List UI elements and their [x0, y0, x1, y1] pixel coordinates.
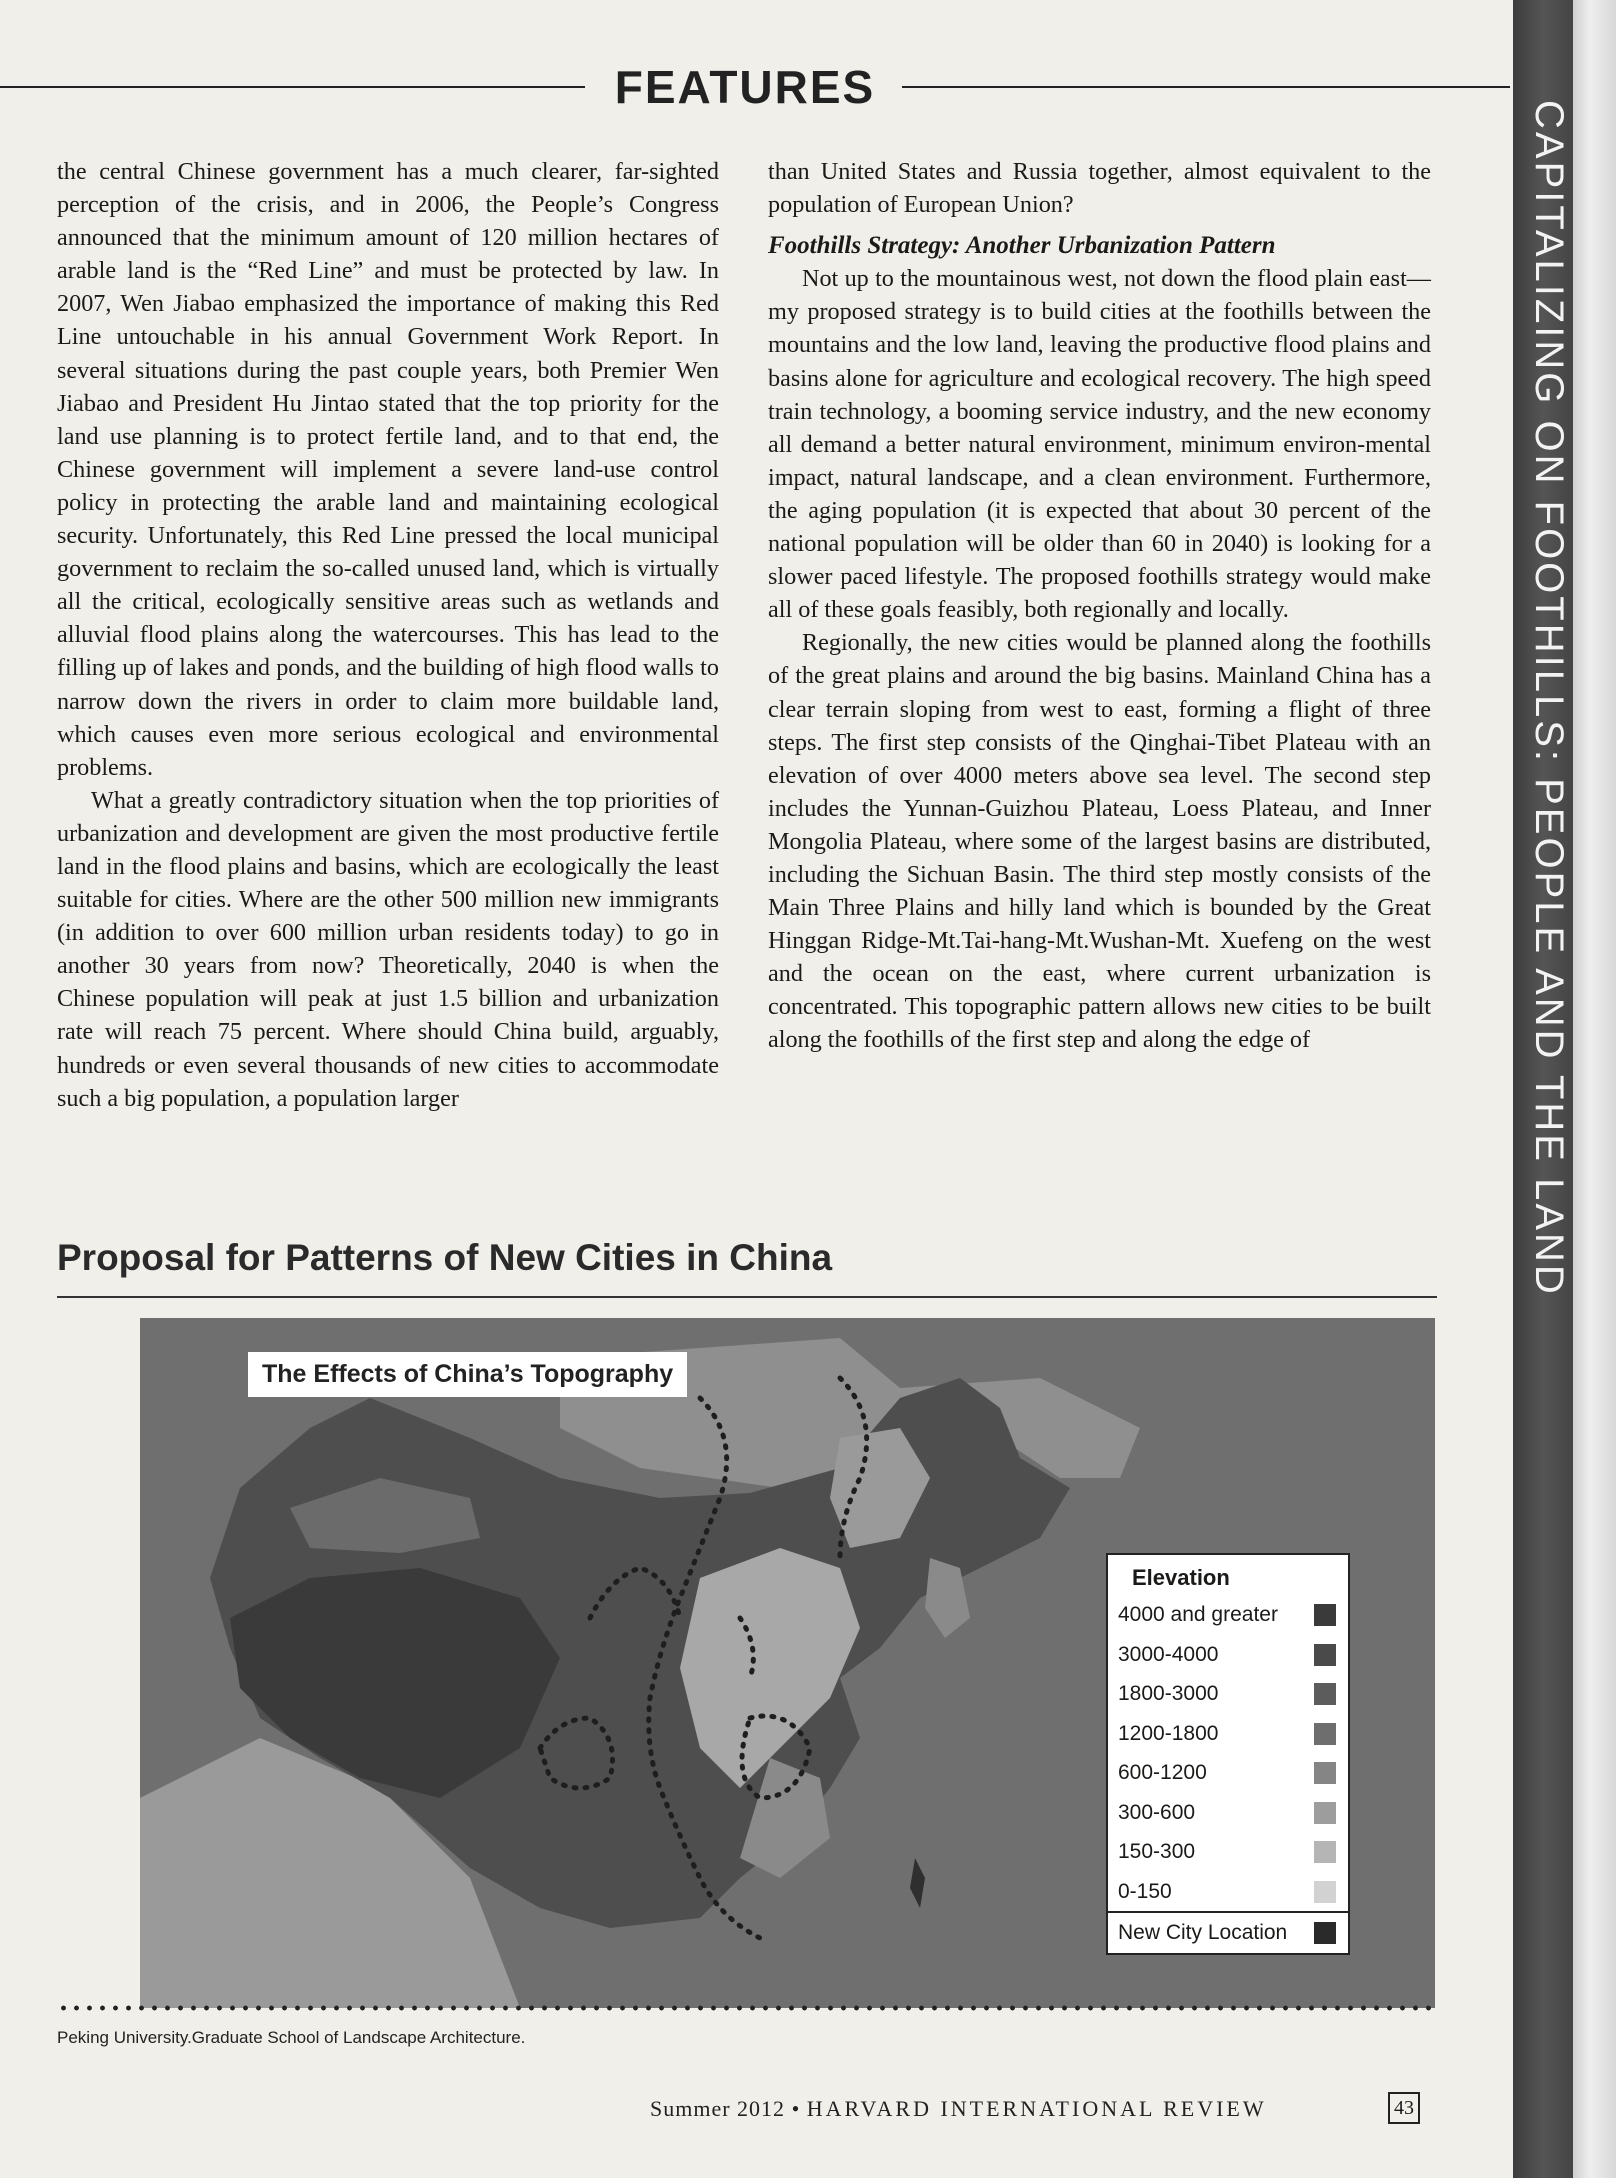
subheading: Foothills Strategy: Another Urbanization Pattern [768, 232, 1276, 260]
figure-title: Proposal for Patterns of New Cities in China [57, 1237, 833, 1278]
footer-magazine: HARVARD INTERNATIONAL REVIEW [806, 2096, 1267, 2121]
legend-item-new-city [1108, 1911, 1348, 1953]
legend-item [1108, 1674, 1348, 1714]
legend-item [1108, 1714, 1348, 1754]
legend-item [1108, 1753, 1348, 1793]
legend-item [1108, 1872, 1348, 1912]
left-paragraph-1: the central Chinese government has a much clearer, far-sighted perception of the crisis, and in 2006, the People’s Congress announced that the minimum amount of 120 million hectares of arable land is the “Red Line” and must be protected by law. In 2007, Wen Jiabao emphasized the importance of making this Red Line untouchable in his annual Government Work Report. In several situations during the past couple years, both Premier Wen Jiabao and President Hu Jintao stated that the top priority for the land use planning is to protect fertile land, and to that end, the Chinese government will implement a severe land-use control policy in protecting the arable land and maintaining ecological security. Unfortunately, this Red Line pressed the local municipal government to reclaim the so-called unused land, which is virtually all the critical, ecologically sensitive areas such as wetlands and alluvial flood plains along the watercourses. This has lead to the filling up of lakes and ponds, and the building of high flood walls to narrow down the rivers in order to claim more buildable land, which causes even more serious ecological and environmental problems. [57, 158, 719, 781]
page-footer [650, 2096, 1267, 2122]
figure-rule [57, 1296, 1437, 1298]
legend-item-label: New City Location [1118, 1921, 1288, 1944]
right-paragraph-1: than United States and Russia together, almost equivalent to the population of European Union? [768, 158, 1431, 219]
topography-map [140, 1318, 1435, 2008]
legend-swatch [1314, 1881, 1336, 1903]
right-paragraph-3: Regionally, the new cities would be planned along the foothills of the great plains and around the big basins. Mainland China has a clear terrain sloping from west to east, forming a flight of three steps. The first step consists of the Qinghai-Tibet Plateau with an elevation of over 4000 meters above sea level. The second step includes the Yunnan-Guizhou Plateau, Loess Plateau, and Inner Mongolia Plateau, where some of the largest basins are distributed, including the Sichuan Basin. The third step mostly consists of the Main Three Plains and hilly land which is bounded by the Great Hinggan Ridge-Mt.Tai-hang-Mt.Wushan-Mt. Xuefeng on the west and the ocean on the east, where current urbanization is concentrated. This topographic pattern allows new cities to be built along the foothills of the first step and along the edge of [768, 629, 1431, 1054]
elevation-legend [1106, 1553, 1350, 1955]
header-rule-left [0, 86, 585, 88]
legend-item [1108, 1635, 1348, 1675]
footer-bullet: • [791, 2096, 801, 2121]
legend-swatch [1314, 1683, 1336, 1705]
legend-item-label: 3000-4000 [1118, 1642, 1219, 1666]
legend-title: Elevation [1132, 1565, 1230, 1590]
map-label: The Effects of China’s Topography [248, 1352, 687, 1397]
section-header [0, 60, 1510, 113]
right-paragraph-2: Not up to the mountainous west, not down the flood plain east—my proposed strategy is to build cities at the foothills between the mountains and the low land, leaving the productive flood plains and basins alone for agriculture and ecological recovery. The high speed train technology, a booming service industry, and the new economy all demand a better natural environment, minimum environ-mental impact, natural landscape, and a clean environment. Furthermore, the aging population (it is expected that about 30 percent of the national population will be older than 60 in 2040) is looking for a slower paced lifestyle. The proposed foothills strategy would make all of these goals feasibly, both regionally and locally. [768, 265, 1431, 624]
side-title: CAPITALIZING ON FOOTHILLS: PEOPLE AND THE LAND [1527, 100, 1571, 1297]
section-title: FEATURES [614, 61, 876, 113]
side-title-band [1513, 0, 1573, 2178]
figure-credit: Peking University.Graduate School of Landscape Architecture. [57, 2028, 526, 2047]
legend-swatch [1314, 1802, 1336, 1824]
right-column [768, 155, 1431, 1057]
legend-item-label: 600-1200 [1118, 1761, 1207, 1784]
page-number: 43 [1388, 2092, 1420, 2124]
legend-item [1108, 1595, 1348, 1635]
legend-swatch [1314, 1841, 1336, 1863]
left-paragraph-2: What a greatly contradictory situation when the top priorities of urbanization and development are given the most productive fertile land in the flood plains and basins, which are ecologically the least suitable for cities. Where are the other 500 million new immigrants (in addition to over 600 million urban residents today) to go in another 30 years from now? Theoretically, 2040 is when the Chinese population will peak at just 1.5 billion and urbanization rate will reach 75 percent. Where should China build, arguably, hundreds or even several thousands of new cities to accommodate such a big population, a population larger [57, 786, 719, 1112]
legend-swatch [1314, 1604, 1336, 1626]
legend-item-label: 300-600 [1118, 1800, 1196, 1824]
footer-season: Summer 2012 [650, 2096, 786, 2121]
legend-swatch [1314, 1922, 1336, 1944]
legend-item-label: 1800-3000 [1118, 1682, 1219, 1705]
legend-swatch [1314, 1723, 1336, 1745]
left-column [57, 155, 719, 1115]
legend-item-label: 150-300 [1118, 1840, 1196, 1863]
page-edge [1573, 0, 1616, 2178]
legend-swatch [1314, 1762, 1336, 1784]
legend-item-label: 0-150 [1118, 1879, 1172, 1903]
dotted-divider [57, 2004, 1437, 2012]
header-rule-right [902, 86, 1510, 88]
legend-item-label: 1200-1800 [1118, 1721, 1219, 1745]
legend-item [1108, 1832, 1348, 1872]
legend-item [1108, 1793, 1348, 1833]
legend-swatch [1314, 1644, 1336, 1666]
legend-item-label: 4000 and greater [1118, 1603, 1278, 1626]
